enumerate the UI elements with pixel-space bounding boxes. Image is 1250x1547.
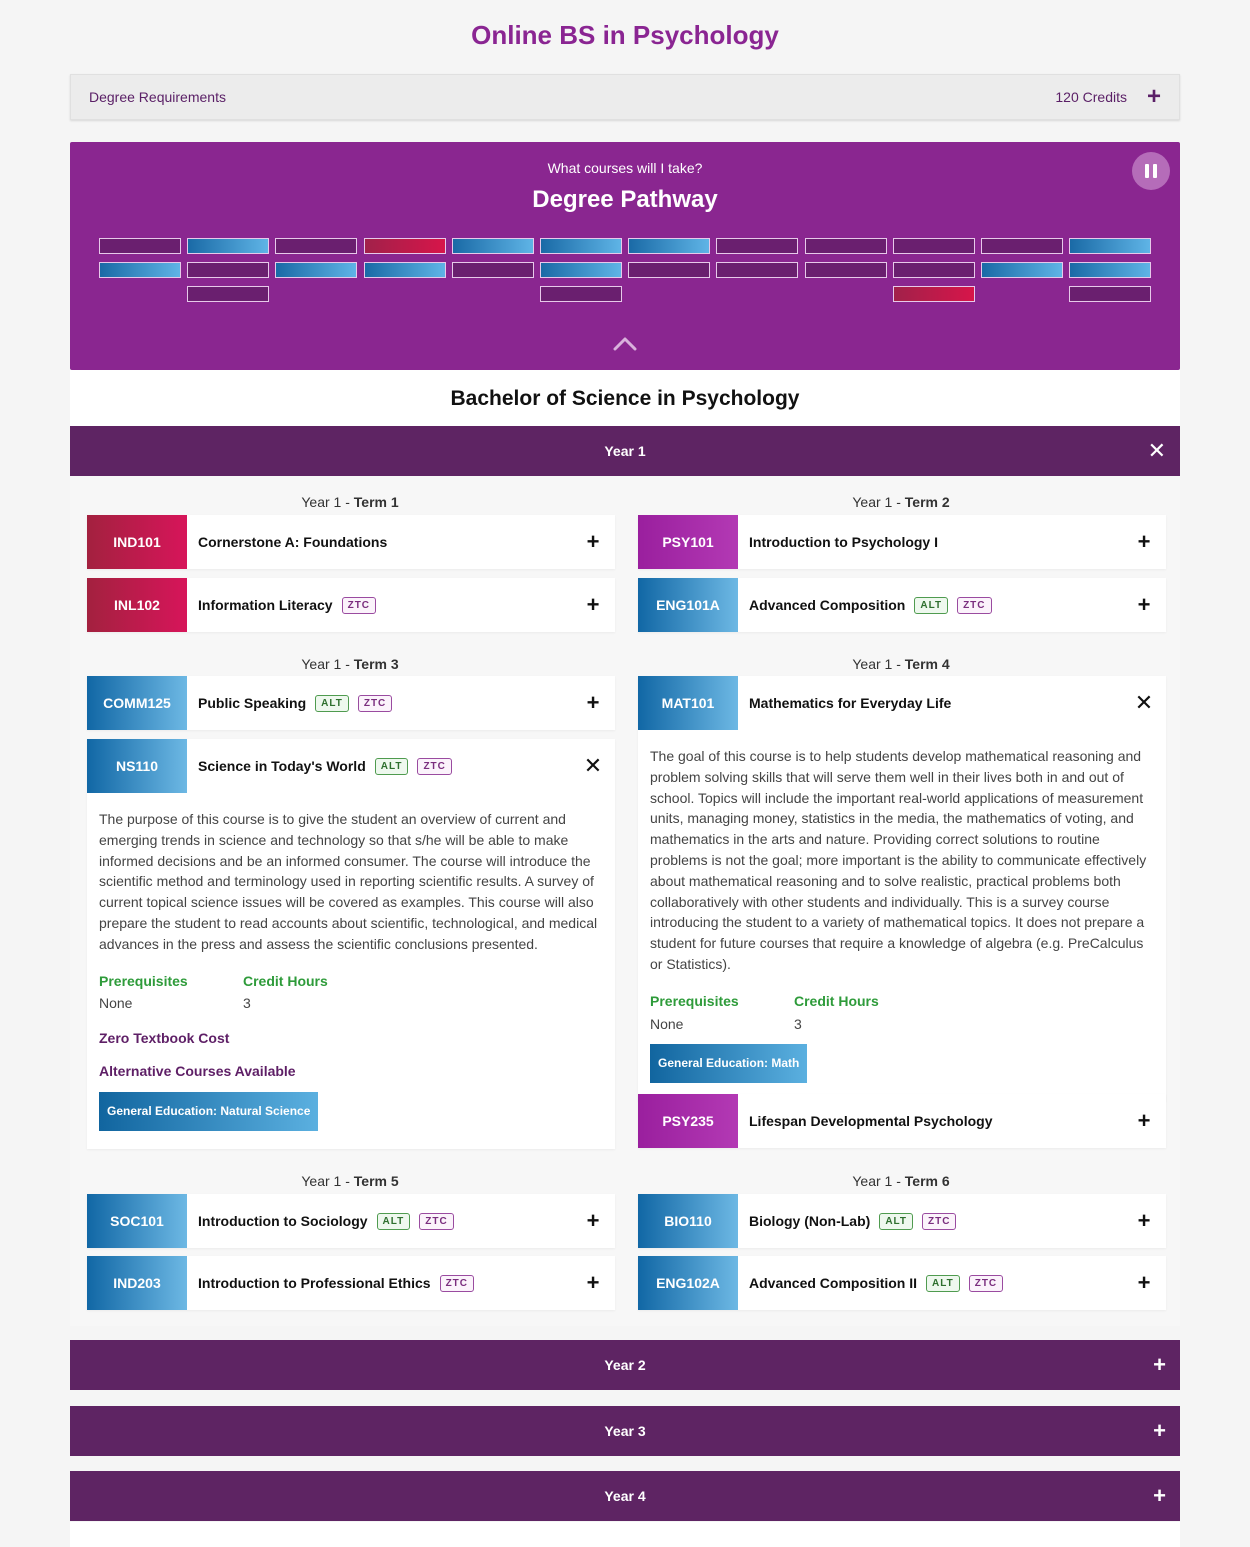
course-code: NS110 [87, 739, 187, 793]
term-2-label [637, 494, 1165, 510]
term-name: Term 3 [353, 656, 399, 672]
alt-tag: ALT [377, 1213, 411, 1230]
pathway-subtitle: What courses will I take? [547, 160, 703, 176]
pathway-course-block[interactable] [364, 238, 446, 254]
course-name: Mathematics for Everyday Life [749, 695, 952, 711]
pathway-course-block[interactable] [275, 238, 357, 254]
course-code: PSY101 [638, 515, 738, 569]
close-icon[interactable]: ✕ [1134, 690, 1154, 715]
pathway-course-block[interactable] [805, 238, 887, 254]
zero-textbook-cost-note: Zero Textbook Cost [99, 1030, 230, 1047]
prerequisites-value: None [650, 1015, 684, 1032]
pathway-course-block[interactable] [275, 262, 357, 278]
alt-tag: ALT [926, 1275, 960, 1292]
pathway-course-block[interactable] [540, 262, 622, 278]
year-label: Year 4 [604, 1488, 646, 1504]
course-card-ind203[interactable] [87, 1256, 615, 1310]
pathway-course-block[interactable] [893, 238, 975, 254]
pathway-course-block[interactable] [1069, 238, 1151, 254]
term-year-prefix: Year 1 - [301, 494, 354, 510]
expand-plus-icon[interactable]: + [1137, 1108, 1151, 1133]
pathway-course-block[interactable] [981, 238, 1063, 254]
prerequisites-label: Prerequisites [99, 972, 188, 989]
course-code: IND101 [87, 515, 187, 569]
year-2-header[interactable] [70, 1340, 1180, 1390]
pathway-course-block[interactable] [452, 262, 534, 278]
ztc-tag: ZTC [969, 1275, 1003, 1292]
pathway-course-block[interactable] [364, 262, 446, 278]
pause-icon [1153, 164, 1157, 178]
pathway-course-block[interactable] [893, 286, 975, 302]
course-card-ns110[interactable] [87, 739, 615, 1149]
chevron-up-icon[interactable] [613, 332, 637, 356]
ztc-tag: ZTC [440, 1275, 474, 1292]
pathway-course-block[interactable] [716, 262, 798, 278]
pathway-title: Degree Pathway [532, 186, 718, 213]
term-3-label [86, 656, 614, 672]
expand-plus-icon[interactable]: + [1153, 1483, 1166, 1508]
course-code: ENG102A [638, 1256, 738, 1310]
term-name: Term 4 [904, 656, 950, 672]
course-code: PSY235 [638, 1094, 738, 1148]
pathway-course-block[interactable] [187, 238, 269, 254]
course-name: Advanced Composition [749, 597, 906, 613]
course-code: ENG101A [638, 578, 738, 632]
expand-plus-icon[interactable]: + [1137, 1270, 1151, 1295]
expand-plus-icon[interactable]: + [586, 1208, 600, 1233]
credit-hours-value: 3 [243, 995, 251, 1012]
expand-plus-icon[interactable]: + [586, 1270, 600, 1295]
course-code: COMM125 [87, 676, 187, 730]
year-label: Year 1 [604, 443, 646, 459]
course-card-ind101[interactable] [87, 515, 615, 569]
ztc-tag: ZTC [417, 758, 451, 775]
pathway-course-block[interactable] [628, 238, 710, 254]
pathway-course-block[interactable] [540, 286, 622, 302]
ztc-tag: ZTC [957, 597, 991, 614]
course-card-mat101[interactable] [638, 676, 1166, 1101]
course-card-eng101a[interactable] [638, 578, 1166, 632]
close-icon[interactable]: ✕ [583, 753, 603, 778]
gen-ed-badge: General Education: Natural Science [99, 1092, 318, 1131]
degree-pathway-panel [70, 142, 1180, 370]
term-name: Term 1 [353, 494, 399, 510]
course-name: Cornerstone A: Foundations [198, 534, 388, 550]
course-name: Information Literacy [198, 597, 333, 613]
course-card-soc101[interactable] [87, 1194, 615, 1248]
course-name: Science in Today's World [198, 758, 366, 774]
degree-requirements-bar[interactable] [70, 74, 1180, 120]
course-code: SOC101 [87, 1194, 187, 1248]
ztc-tag: ZTC [358, 695, 392, 712]
course-code: IND203 [87, 1256, 187, 1310]
expand-plus-icon[interactable]: + [1137, 1208, 1151, 1233]
alt-tag: ALT [315, 695, 349, 712]
ztc-tag: ZTC [419, 1213, 453, 1230]
ztc-tag: ZTC [342, 597, 376, 614]
program-title: Bachelor of Science in Psychology [70, 370, 1180, 428]
term-year-prefix: Year 1 - [301, 656, 354, 672]
credit-hours-label: Credit Hours [794, 992, 879, 1009]
year-4-header[interactable] [70, 1471, 1180, 1521]
pause-icon [1145, 164, 1149, 178]
year-4-body [70, 1522, 1180, 1547]
course-description: The purpose of this course is to give the student an overview of current and emerging trends in science and technology so that s/he will be able to make informed decisions and be an informed consumer. The course will introduce the scientific method and terminology used in reporting scientific results. A survey of current topical science issues will be covered as examples. This course will also prepare the student to read accounts about scientific, technological, and medical advances in the press and assess the scientific conclusions presented. [99, 811, 598, 952]
degree-requirements-label: Degree Requirements [89, 89, 226, 105]
pause-button[interactable] [1132, 152, 1170, 190]
expand-plus-icon[interactable]: + [586, 592, 600, 617]
alternative-courses-link[interactable]: Alternative Courses Available [99, 1062, 296, 1079]
term-name: Term 6 [904, 1173, 950, 1189]
expand-plus-icon[interactable]: + [586, 690, 600, 715]
gen-ed-badge: General Education: Math [650, 1044, 807, 1083]
year-1-body [70, 476, 1180, 1326]
pathway-course-block[interactable] [99, 238, 181, 254]
pathway-course-block[interactable] [716, 238, 798, 254]
expand-plus-icon[interactable]: + [1137, 592, 1151, 617]
credit-hours-label: Credit Hours [243, 972, 328, 989]
pathway-course-block[interactable] [893, 262, 975, 278]
course-name: Introduction to Sociology [198, 1213, 368, 1229]
term-year-prefix: Year 1 - [852, 494, 905, 510]
credit-hours-value: 3 [794, 1015, 802, 1032]
prerequisites-label: Prerequisites [650, 992, 739, 1009]
course-card-comm125[interactable] [87, 676, 615, 730]
course-card-psy235[interactable] [638, 1094, 1166, 1148]
term-6-label [637, 1173, 1165, 1189]
pathway-course-block[interactable] [1069, 286, 1151, 302]
course-name: Public Speaking [198, 695, 307, 711]
course-code: BIO110 [638, 1194, 738, 1248]
course-card-eng102a[interactable] [638, 1256, 1166, 1310]
course-name: Lifespan Developmental Psychology [749, 1113, 993, 1129]
pathway-course-block[interactable] [805, 262, 887, 278]
expand-plus-icon[interactable]: + [586, 529, 600, 554]
course-name: Introduction to Professional Ethics [198, 1275, 431, 1291]
prerequisites-value: None [99, 995, 133, 1012]
year-1-header[interactable] [70, 426, 1180, 476]
course-description: The goal of this course is to help students develop mathematical reasoning and problem solving skills that will serve them well in their lives both in and out of school. Topics will include the important real-world applications of measurement units, managing money, statistics in the media, the mathematics of voting, and mathematics in the arts and nature. Providing correct solutions to routine problems is not the goal; more important is the ability to communicate effectively about mathematical reasoning and to solve realistic, practical problems both collaboratively with other students and individually. This is a survey course introducing the student to a variety of mathematical topics. It does not prepare a student for future courses that require a knowledge of algebra (e.g. PreCalculus or Statistics). [650, 748, 1147, 972]
term-name: Term 2 [904, 494, 950, 510]
year-label: Year 2 [604, 1357, 646, 1373]
alt-tag: ALT [914, 597, 948, 614]
expand-plus-icon[interactable]: + [1146, 83, 1161, 110]
term-year-prefix: Year 1 - [301, 1173, 354, 1189]
course-card-psy101[interactable] [638, 515, 1166, 569]
pathway-course-block[interactable] [452, 238, 534, 254]
pathway-course-block[interactable] [187, 286, 269, 302]
course-code: INL102 [87, 578, 187, 632]
term-year-prefix: Year 1 - [852, 656, 905, 672]
pathway-course-block[interactable] [540, 238, 622, 254]
term-5-label [86, 1173, 614, 1189]
term-year-prefix: Year 1 - [852, 1173, 905, 1189]
course-name: Advanced Composition II [749, 1275, 918, 1291]
pathway-course-block[interactable] [981, 262, 1063, 278]
course-name: Introduction to Psychology I [749, 534, 938, 550]
pathway-course-block[interactable] [628, 262, 710, 278]
close-icon[interactable]: ✕ [1147, 438, 1166, 463]
pathway-course-block[interactable] [1069, 262, 1151, 278]
course-name: Biology (Non-Lab) [749, 1213, 871, 1229]
credits-count: 120 Credits [1055, 89, 1127, 105]
course-card-inl102[interactable] [87, 578, 615, 632]
page-title: Online BS in Psychology [471, 20, 779, 50]
course-code: MAT101 [638, 676, 738, 730]
year-3-header[interactable] [70, 1406, 1180, 1456]
term-1-label [86, 494, 614, 510]
ztc-tag: ZTC [922, 1213, 956, 1230]
expand-plus-icon[interactable]: + [1153, 1418, 1166, 1443]
course-card-bio110[interactable] [638, 1194, 1166, 1248]
alt-tag: ALT [375, 758, 409, 775]
pathway-course-block[interactable] [99, 262, 181, 278]
pathway-course-block[interactable] [187, 262, 269, 278]
expand-plus-icon[interactable]: + [1137, 529, 1151, 554]
year-label: Year 3 [604, 1423, 646, 1439]
term-name: Term 5 [353, 1173, 399, 1189]
expand-plus-icon[interactable]: + [1153, 1352, 1166, 1377]
term-4-label [637, 656, 1165, 672]
alt-tag: ALT [879, 1213, 913, 1230]
